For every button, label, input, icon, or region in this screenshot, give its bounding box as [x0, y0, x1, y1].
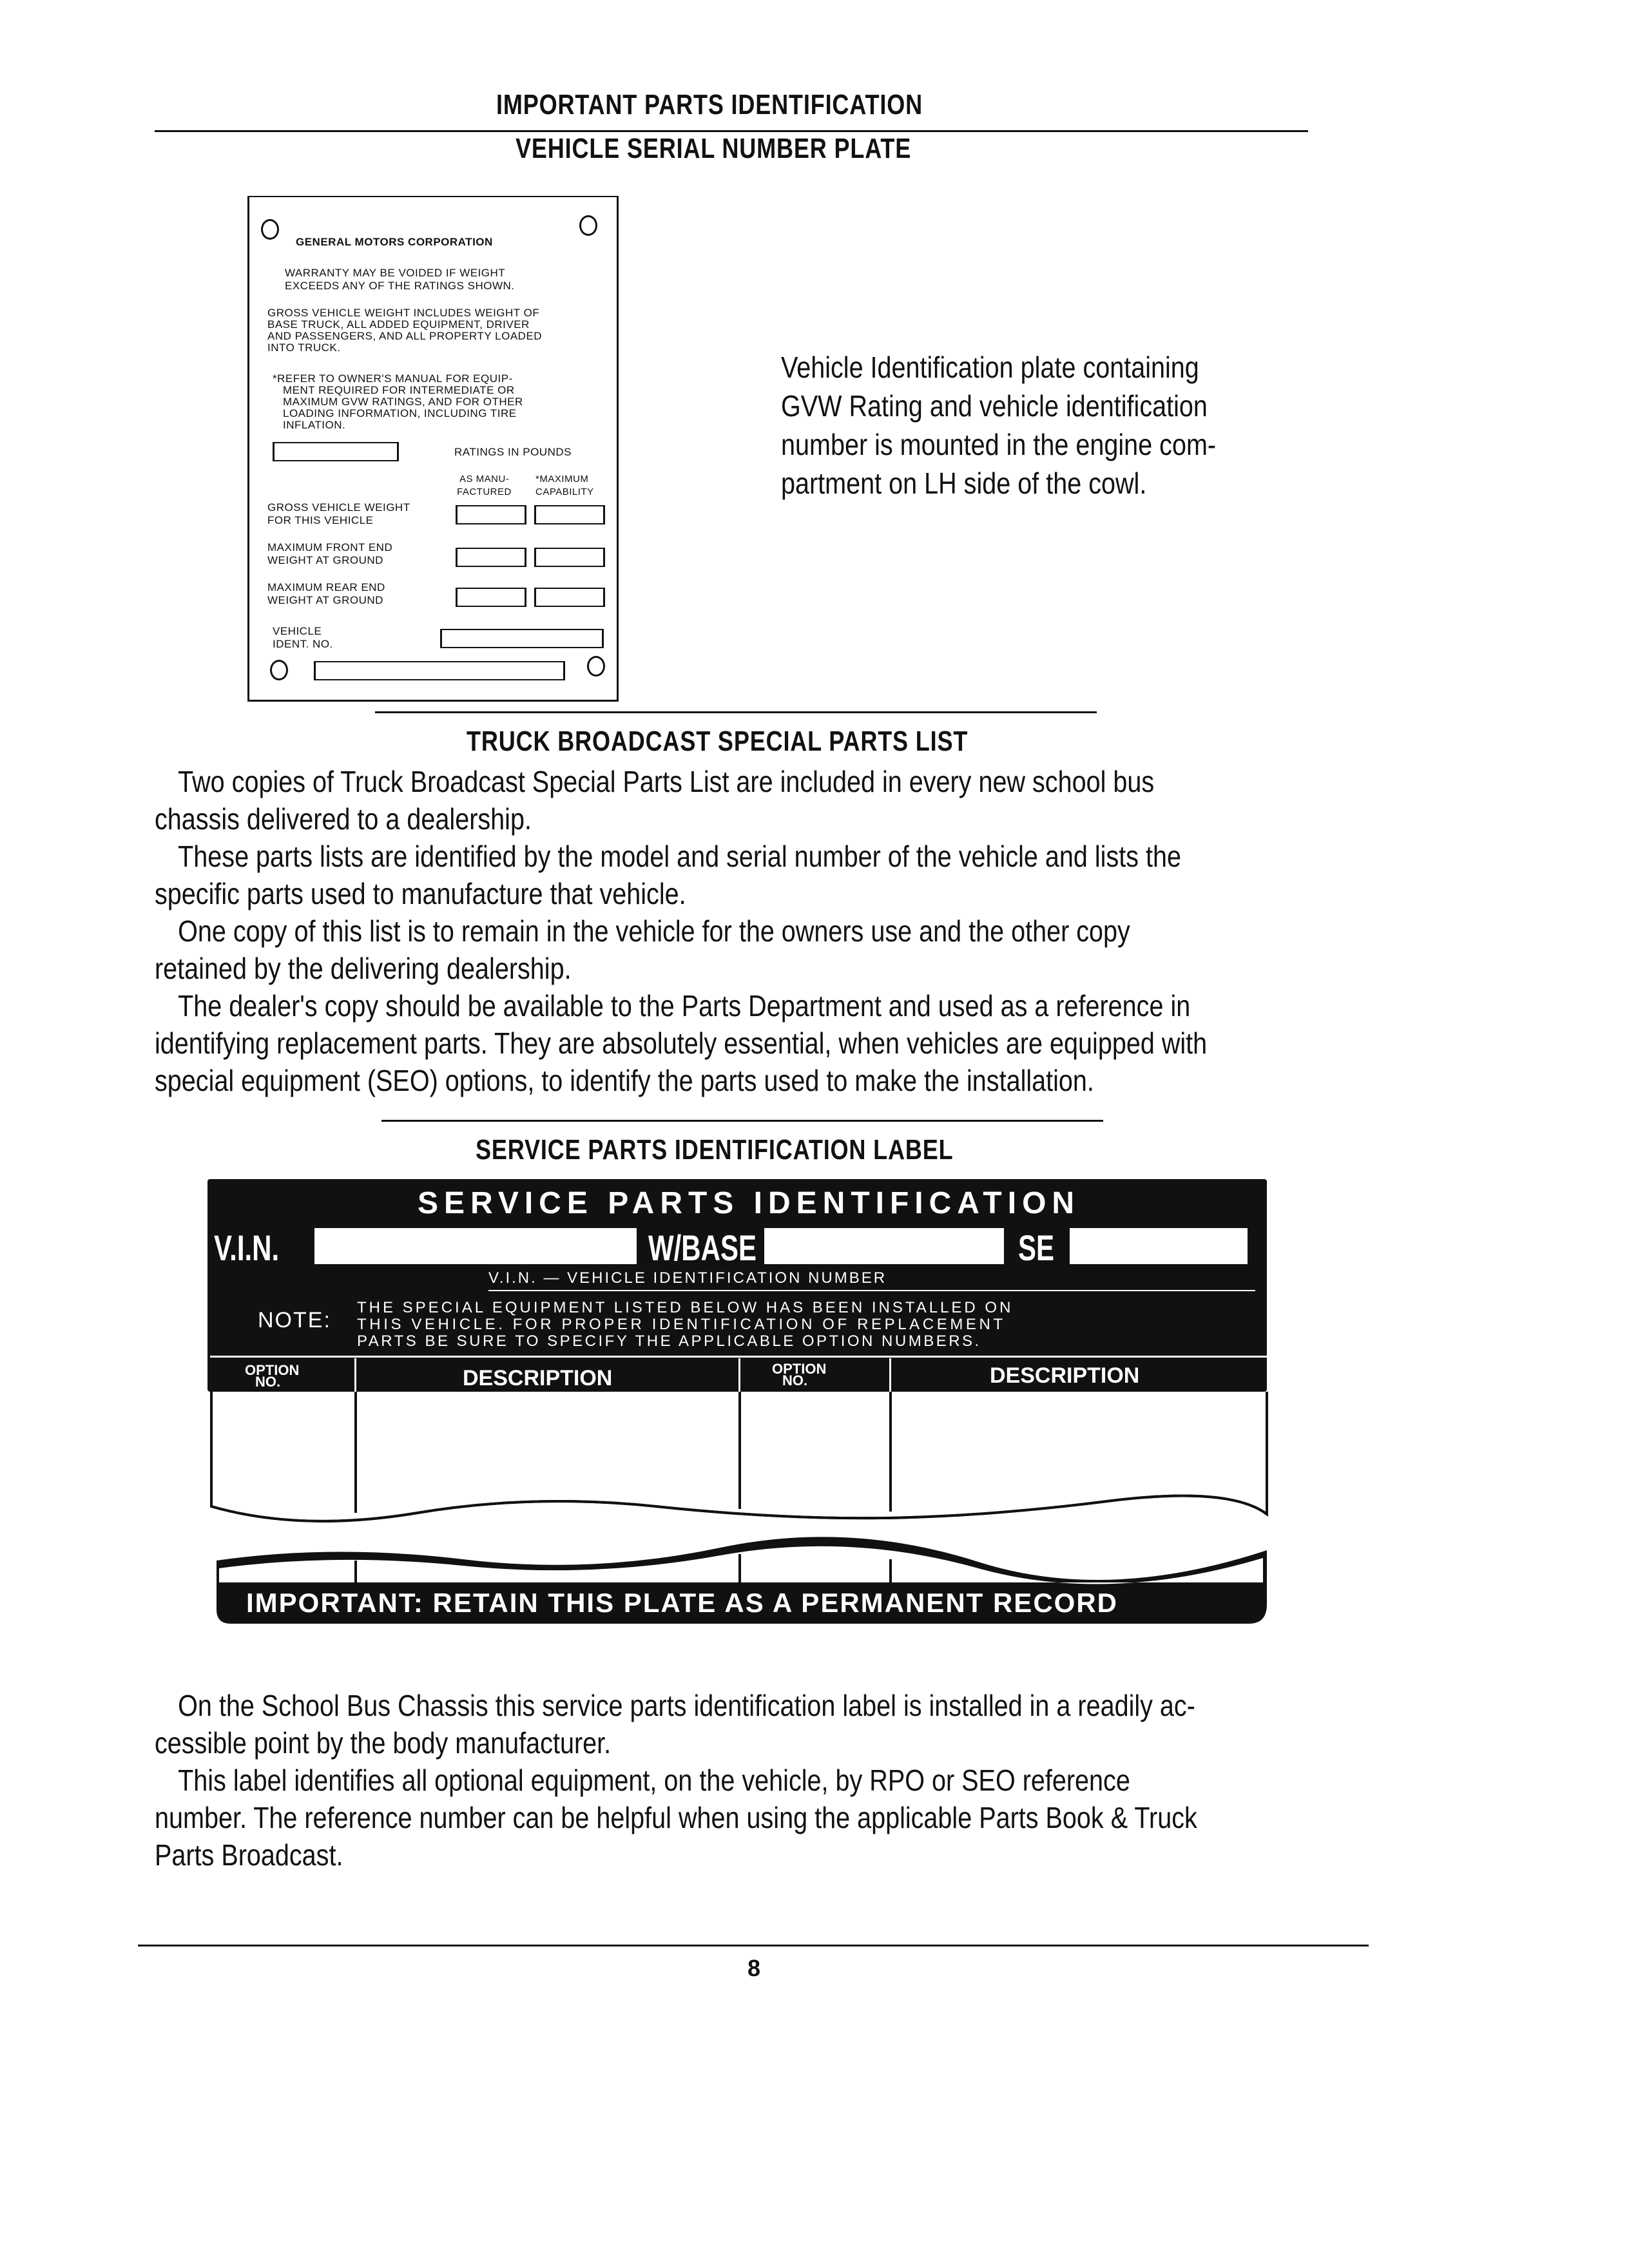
plate-gvw-line: BASE TRUCK, ALL ADDED EQUIPMENT, DRIVER [267, 318, 530, 331]
plate-front-box [456, 548, 526, 567]
plate-col-as-manufactured: AS MANU- [459, 474, 510, 485]
label-se: SE [1018, 1227, 1055, 1268]
label-vin-caption: V.I.N. — VEHICLE IDENTIFICATION NUMBER [488, 1269, 887, 1287]
plate-caption-line: partment on LH side of the cowl. [781, 466, 1147, 500]
label-note: NOTE: [258, 1308, 331, 1332]
label-col-option: OPTION [245, 1362, 300, 1378]
closing-line: On the School Bus Chassis this service parts identification label is installed in a readily ac- [178, 1689, 1195, 1722]
label-note-line: THE SPECIAL EQUIPMENT LISTED BELOW HAS BEEN INSTALLED ON [357, 1299, 1014, 1316]
service-section-title: SERVICE PARTS IDENTIFICATION LABEL [476, 1134, 954, 1166]
label-col-option: NO. [782, 1372, 808, 1389]
plate-ident-box-lower [314, 661, 565, 680]
plate-ident-row-label: IDENT. NO. [273, 638, 333, 650]
plate-front-row-label: MAXIMUM FRONT END [267, 541, 393, 553]
plate-refer-line: INFLATION. [283, 419, 346, 431]
plate-gvw-line: GROSS VEHICLE WEIGHT INCLUDES WEIGHT OF [267, 307, 540, 319]
plate-col-max-capability: *MAXIMUM [535, 474, 589, 485]
plate-warranty-line: EXCEEDS ANY OF THE RATINGS SHOWN. [285, 280, 515, 292]
label-heading: SERVICE PARTS IDENTIFICATION [418, 1186, 1081, 1220]
header-rule [155, 130, 1308, 132]
plate-refer-line: LOADING INFORMATION, INCLUDING TIRE [283, 407, 517, 419]
plate-hole-icon [270, 660, 288, 680]
plate-gvw-row-label: FOR THIS VEHICLE [267, 514, 374, 526]
label-footer: IMPORTANT: RETAIN THIS PLATE AS A PERMANENT RECORD [246, 1588, 1118, 1618]
plate-rear-max-box [534, 588, 605, 607]
broadcast-title: TRUCK BROADCAST SPECIAL PARTS LIST [467, 726, 969, 757]
serial-number-plate [247, 196, 619, 702]
closing-text [155, 1687, 1335, 1874]
plate-col-max-capability: CAPABILITY [535, 486, 594, 497]
plate-hole-icon [579, 215, 597, 236]
plate-gvw-line: AND PASSENGERS, AND ALL PROPERTY LOADED [267, 330, 543, 342]
plate-company: GENERAL MOTORS CORPORATION [296, 236, 493, 248]
label-col-description: DESCRIPTION [463, 1366, 613, 1390]
plate-warranty-line: WARRANTY MAY BE VOIDED IF WEIGHT [285, 267, 506, 279]
broadcast-line: special equipment (SEO) options, to identify the parts used to make the installation. [155, 1064, 1094, 1097]
page-subtitle: VEHICLE SERIAL NUMBER PLATE [516, 133, 912, 164]
label-col-option: OPTION [772, 1361, 827, 1377]
plate-caption-line: number is mounted in the engine com- [781, 428, 1217, 461]
broadcast-line: These parts lists are identified by the model and serial number of the vehicle and lists the [178, 840, 1181, 873]
plate-ident-box [440, 629, 604, 648]
page-number: 8 [747, 1955, 761, 1981]
label-vin: V.I.N. [214, 1227, 280, 1268]
service-rule [381, 1120, 1103, 1122]
broadcast-line: The dealer's copy should be available to the Parts Department and used as a reference in [178, 989, 1191, 1023]
plate-ident-row-label: VEHICLE [273, 625, 322, 637]
closing-line: cessible point by the body manufacturer. [155, 1726, 612, 1760]
plate-refer-line: MENT REQUIRED FOR INTERMEDIATE OR [283, 384, 515, 396]
plate-refer-line: *REFER TO OWNER'S MANUAL FOR EQUIP- [273, 372, 513, 385]
plate-gvw-max-box [534, 505, 605, 524]
footer-rule [138, 1945, 1369, 1946]
broadcast-line: Two copies of Truck Broadcast Special Parts List are included in every new school bus [178, 765, 1155, 798]
plate-caption [781, 348, 1258, 503]
plate-ratings-label: RATINGS IN POUNDS [454, 446, 572, 458]
broadcast-text [155, 763, 1335, 1099]
broadcast-line: chassis delivered to a dealership. [155, 802, 532, 836]
plate-rear-row-label: MAXIMUM REAR END [267, 581, 385, 593]
closing-line: number. The reference number can be helpful when using the applicable Parts Book & Truck [155, 1801, 1197, 1834]
label-note-line: THIS VEHICLE. FOR PROPER IDENTIFICATION OF REPLACEMENT [357, 1316, 1006, 1333]
broadcast-rule [375, 711, 1097, 713]
label-note-line: PARTS BE SURE TO SPECIFY THE APPLICABLE OPTION NUMBERS. [357, 1332, 981, 1350]
service-parts-label [205, 1179, 1268, 1631]
broadcast-line: One copy of this list is to remain in the vehicle for the owners use and the other copy [178, 914, 1130, 948]
label-col-description: DESCRIPTION [990, 1363, 1140, 1388]
plate-gvw-box [456, 505, 526, 524]
plate-gvw-line: INTO TRUCK. [267, 341, 341, 354]
plate-blank-box [273, 442, 399, 461]
label-col-option: NO. [255, 1374, 281, 1390]
label-wbase: W/BASE [648, 1227, 757, 1268]
plate-front-row-label: WEIGHT AT GROUND [267, 554, 383, 566]
closing-line: Parts Broadcast. [155, 1838, 343, 1872]
page-title: IMPORTANT PARTS IDENTIFICATION [496, 89, 923, 120]
plate-rear-row-label: WEIGHT AT GROUND [267, 594, 383, 606]
label-table-body [205, 1179, 1268, 1631]
plate-hole-icon [261, 219, 279, 240]
plate-gvw-row-label: GROSS VEHICLE WEIGHT [267, 501, 410, 514]
plate-caption-line: Vehicle Identification plate containing [781, 351, 1199, 384]
plate-rear-box [456, 588, 526, 607]
plate-front-max-box [534, 548, 605, 567]
broadcast-line: identifying replacement parts. They are absolutely essential, when vehicles are equipped with [155, 1026, 1208, 1060]
plate-refer-line: MAXIMUM GVW RATINGS, AND FOR OTHER [283, 396, 523, 408]
broadcast-line: retained by the delivering dealership. [155, 952, 572, 985]
closing-line: This label identifies all optional equipment, on the vehicle, by RPO or SEO reference [178, 1763, 1130, 1797]
plate-caption-line: GVW Rating and vehicle identification [781, 389, 1208, 423]
plate-col-as-manufactured: FACTURED [457, 486, 512, 497]
broadcast-line: specific parts used to manufacture that vehicle. [155, 877, 686, 910]
plate-hole-icon [587, 656, 605, 677]
